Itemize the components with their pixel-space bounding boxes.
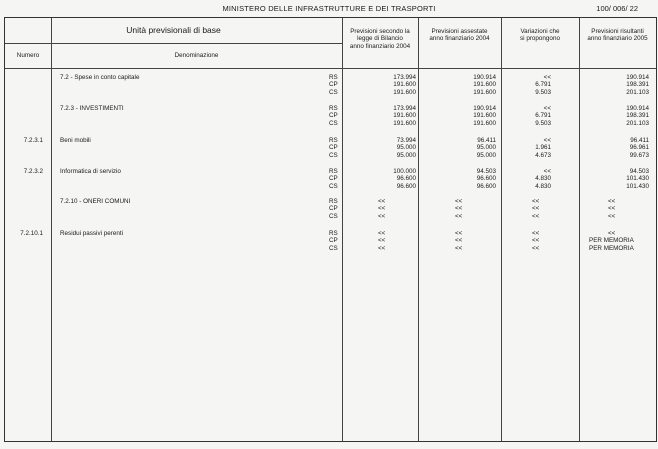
row-numero: 7.2.3.2 <box>23 168 43 175</box>
row-codes <box>329 74 338 96</box>
value-cell: << <box>532 244 540 252</box>
value-cell: 96.411 <box>477 137 496 144</box>
value-cell: 6.791 <box>535 81 551 89</box>
value-cell: << <box>608 198 616 205</box>
header-subdivider <box>5 43 342 44</box>
value-cell: << <box>532 205 540 213</box>
value-cell: 190.914 <box>626 74 649 81</box>
row-codes <box>329 137 338 159</box>
header-line: anno finanziario 2004 <box>349 42 411 50</box>
value-cell: 99.673 <box>629 151 649 159</box>
code-cell: RS <box>329 137 338 144</box>
row-risultanti <box>579 168 649 190</box>
value-cell: << <box>455 198 463 205</box>
value-cell: << <box>455 230 463 237</box>
row-assestate <box>418 168 496 190</box>
header-line: legge di Bilancio <box>357 35 403 43</box>
code-cell: CP <box>329 112 338 120</box>
row-assestate <box>418 74 496 96</box>
value-cell: << <box>378 244 386 252</box>
row-bilancio <box>342 105 416 127</box>
row-numero: 7.2.10.1 <box>20 230 43 237</box>
value-cell: 9.503 <box>535 88 551 96</box>
row-denominazione: Beni mobili <box>60 137 91 144</box>
header-line: si propongono <box>520 35 560 43</box>
row-assestate <box>418 105 496 127</box>
value-cell: << <box>543 74 551 81</box>
row-codes <box>329 105 338 127</box>
row-risultanti <box>608 198 615 220</box>
header-denominazione: Denominazione <box>174 52 219 59</box>
value-cell: PER MEMORIA <box>589 244 634 252</box>
value-cell: 190.914 <box>626 105 649 112</box>
code-cell: CS <box>329 212 338 220</box>
value-cell: 198.391 <box>626 81 649 89</box>
value-cell: 9.503 <box>535 119 551 127</box>
header-previsioni-risultanti <box>579 28 656 43</box>
value-cell: 173.994 <box>393 105 416 112</box>
code-cell: CS <box>329 244 338 252</box>
value-cell: << <box>532 237 540 245</box>
page-title: MINISTERO DELLE INFRASTRUTTURE E DEI TRASPORTI <box>222 4 436 13</box>
value-cell: 101.430 <box>626 182 649 190</box>
value-cell: 95.000 <box>396 151 416 159</box>
code-cell: CS <box>329 119 338 127</box>
value-cell: << <box>608 205 616 213</box>
value-cell: << <box>532 230 540 237</box>
code-cell: CS <box>329 88 338 96</box>
row-bilancio <box>342 74 416 96</box>
row-denominazione: 7.2.10 - ONERI COMUNI <box>60 198 131 205</box>
header-line: Previsioni secondo la <box>350 28 410 35</box>
value-cell: 96.600 <box>396 182 416 190</box>
value-cell: << <box>543 137 551 144</box>
row-assestate <box>418 137 496 159</box>
value-cell: 6.791 <box>535 112 551 120</box>
row-variazioni <box>501 74 551 96</box>
value-cell: 4.673 <box>535 151 551 159</box>
header-previsioni-assestate <box>418 28 501 43</box>
code-cell: CP <box>329 144 338 152</box>
header-line: Previsioni assestate <box>431 28 488 35</box>
row-denominazione: Residui passivi perenti <box>60 230 123 237</box>
row-risultanti <box>579 137 649 159</box>
value-cell: << <box>532 212 540 220</box>
value-cell: 190.914 <box>473 74 496 81</box>
value-cell: 95.000 <box>396 144 416 152</box>
value-cell: 73.994 <box>396 137 416 144</box>
value-cell: << <box>378 198 386 205</box>
budget-table <box>4 17 657 442</box>
value-cell: 191.600 <box>473 81 496 89</box>
value-cell: << <box>378 237 386 245</box>
code-cell: RS <box>329 198 338 205</box>
value-cell: PER MEMORIA <box>589 237 634 245</box>
value-cell: 4.830 <box>535 182 551 190</box>
row-bilancio <box>342 168 416 190</box>
value-cell: 94.503 <box>629 168 649 175</box>
row-variazioni <box>501 105 551 127</box>
value-cell: 191.600 <box>473 112 496 120</box>
code-cell: CP <box>329 81 338 89</box>
value-cell: 96.600 <box>476 182 496 190</box>
value-cell: 201.103 <box>626 119 649 127</box>
value-cell: << <box>608 230 616 237</box>
code-cell: CP <box>329 175 338 183</box>
value-cell: 173.994 <box>393 74 416 81</box>
divider-numero <box>51 18 52 441</box>
header-previsioni-bilancio <box>342 28 418 50</box>
row-risultanti <box>589 230 634 252</box>
row-risultanti <box>579 105 649 127</box>
value-cell: 101.430 <box>626 175 649 183</box>
row-variazioni <box>532 198 539 220</box>
value-cell: 201.103 <box>626 88 649 96</box>
value-cell: << <box>378 230 386 237</box>
value-cell: 191.600 <box>473 119 496 127</box>
value-cell: 4.830 <box>535 175 551 183</box>
header-numero: Numero <box>16 52 40 59</box>
value-cell: << <box>378 212 386 220</box>
value-cell: 1.961 <box>535 144 551 152</box>
value-cell: 100.000 <box>393 168 416 175</box>
value-cell: << <box>378 205 386 213</box>
page-number: 100/ 006/ 22 <box>596 4 638 13</box>
value-cell: 95.000 <box>476 151 496 159</box>
row-denominazione: 7.2.3 - INVESTIMENTI <box>60 105 124 112</box>
value-cell: 96.961 <box>629 144 649 152</box>
row-codes <box>329 168 338 190</box>
value-cell: << <box>455 244 463 252</box>
value-cell: 96.600 <box>396 175 416 183</box>
value-cell: 190.914 <box>473 105 496 112</box>
row-bilancio <box>378 230 385 252</box>
header-bottom-rule <box>5 68 656 69</box>
row-bilancio <box>378 198 385 220</box>
row-variazioni <box>532 230 539 252</box>
value-cell: 96.600 <box>476 175 496 183</box>
value-cell: << <box>608 212 616 220</box>
row-assestate <box>455 198 462 220</box>
row-denominazione: Informatica di servizio <box>60 168 121 175</box>
row-numero: 7.2.3.1 <box>23 137 43 144</box>
code-cell: RS <box>329 105 338 112</box>
row-variazioni <box>501 137 551 159</box>
value-cell: 95.000 <box>476 144 496 152</box>
code-cell: CS <box>329 151 338 159</box>
value-cell: << <box>543 168 551 175</box>
header-unita: Unità previsionali di base <box>126 25 221 35</box>
code-cell: RS <box>329 168 338 175</box>
value-cell: << <box>455 237 463 245</box>
value-cell: << <box>532 198 540 205</box>
row-assestate <box>455 230 462 252</box>
row-codes <box>329 230 338 252</box>
code-cell: RS <box>329 74 338 81</box>
value-cell: 191.600 <box>393 112 416 120</box>
value-cell: << <box>455 212 463 220</box>
header-line: anno finanziario 2005 <box>587 35 648 43</box>
row-variazioni <box>501 168 551 190</box>
value-cell: 191.600 <box>393 88 416 96</box>
row-risultanti <box>579 74 649 96</box>
value-cell: << <box>455 205 463 213</box>
header-line: Previsioni risultanti <box>591 28 644 35</box>
header-line: Variazioni che <box>520 28 560 35</box>
value-cell: 191.600 <box>393 119 416 127</box>
value-cell: 191.600 <box>473 88 496 96</box>
value-cell: 198.391 <box>626 112 649 120</box>
value-cell: 96.411 <box>630 137 649 144</box>
header-line: anno finanziario 2004 <box>429 35 490 43</box>
value-cell: 94.503 <box>476 168 496 175</box>
code-cell: CS <box>329 182 338 190</box>
value-cell: << <box>543 105 551 112</box>
value-cell: 191.600 <box>393 81 416 89</box>
row-codes <box>329 198 338 220</box>
header-variazioni <box>501 28 579 43</box>
code-cell: RS <box>329 230 338 237</box>
code-cell: CP <box>329 237 338 245</box>
row-denominazione: 7.2 - Spese in conto capitale <box>60 74 140 81</box>
code-cell: CP <box>329 205 338 213</box>
row-bilancio <box>342 137 416 159</box>
